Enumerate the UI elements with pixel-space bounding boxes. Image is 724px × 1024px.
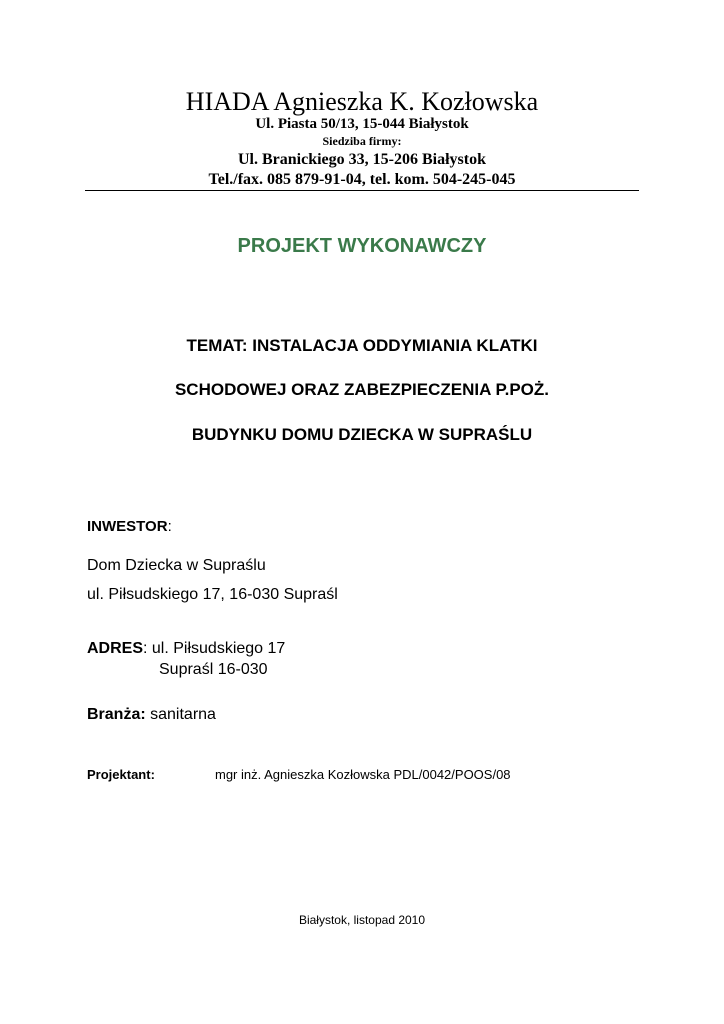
- subject-line-1: TEMAT: INSTALACJA ODDYMIANIA KLATKI: [186, 336, 538, 355]
- address-row: [87, 639, 285, 658]
- company-address: Ul. Piasta 50/13, 15-044 Białystok: [255, 116, 469, 132]
- branch-label: Branża:: [87, 706, 146, 723]
- investor-label: INWESTOR: [87, 518, 168, 535]
- investor-address: ul. Piłsudskiego 17, 16-030 Supraśl: [87, 586, 338, 603]
- address-label: ADRES: [87, 640, 144, 657]
- headquarters-address: Ul. Branickiego 33, 15-206 Białystok: [237, 151, 486, 168]
- header-divider: [85, 190, 639, 191]
- subject-line-3: BUDYNKU DOMU DZIECKA W SUPRAŚLU: [191, 425, 533, 444]
- footer-place-date: Białystok, listopad 2010: [298, 913, 426, 927]
- branch-row: [87, 705, 216, 724]
- designer-value: mgr inż. Agnieszka Kozłowska PDL/0042/POOS/08: [215, 767, 511, 782]
- investor-name: Dom Dziecka w Supraślu: [87, 557, 266, 574]
- company-phone: Tel./fax. 085 879-91-04, tel. kom. 504-245-045: [208, 171, 516, 188]
- subject-line-2: SCHODOWEJ ORAZ ZABEZPIECZENIA P.POŻ.: [174, 380, 550, 399]
- investor-colon: :: [167, 518, 172, 535]
- branch-value: sanitarna: [145, 706, 216, 723]
- document-type-title: PROJEKT WYKONAWCZY: [237, 235, 487, 257]
- designer-label: Projektant:: [87, 767, 155, 782]
- investor-heading: [87, 518, 172, 536]
- company-name: HIADA Agnieszka K. Kozłowska: [185, 87, 539, 116]
- address-line-1: : ul. Piłsudskiego 17: [143, 640, 286, 657]
- headquarters-label: Siedziba firmy:: [322, 134, 402, 148]
- address-line-2: Supraśl 16-030: [159, 661, 268, 678]
